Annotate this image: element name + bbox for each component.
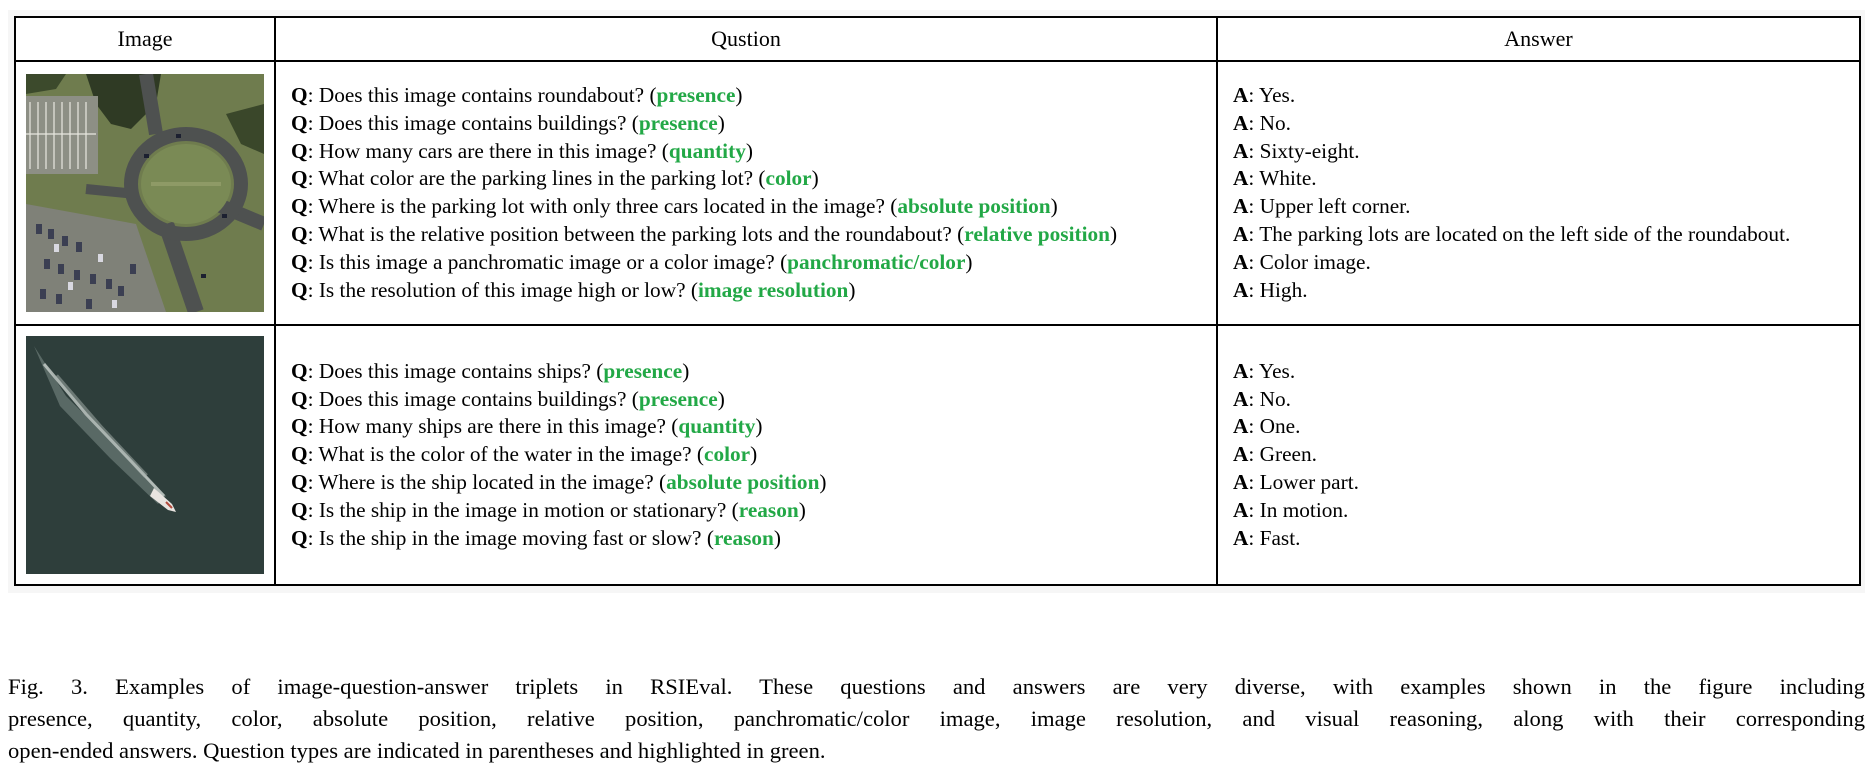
table-row — [15, 61, 1860, 325]
table-header-row — [15, 17, 1860, 61]
question-type: quantity — [678, 414, 756, 439]
question-type: color — [765, 166, 812, 191]
answer-line: A: The parking lots are located on the left side of the roundabout. — [1233, 221, 1791, 246]
image-cell — [15, 61, 275, 325]
question-type: absolute position — [897, 194, 1051, 219]
answer-line: A: In motion. — [1233, 497, 1349, 522]
answer-line: A: Green. — [1233, 442, 1317, 467]
question-type: color — [704, 442, 751, 467]
question-line: Q: Does this image contains roundabout? (presence) — [291, 82, 743, 107]
answer-list — [1218, 72, 1859, 314]
answer-line: A: Yes. — [1233, 358, 1296, 383]
answer-line: A: White. — [1233, 166, 1317, 191]
roundabout-picture — [26, 74, 264, 312]
question-list — [276, 72, 1216, 314]
question-line: Q: What is the relative position between the parking lots and the roundabout? (relative position) — [291, 221, 1118, 246]
question-type: presence — [638, 386, 718, 411]
question-type: presence — [603, 358, 683, 383]
question-type: absolute position — [666, 470, 820, 495]
question-line: Q: What is the color of the water in the image? (color) — [291, 442, 758, 467]
qa-table — [14, 16, 1861, 586]
question-list — [276, 348, 1216, 563]
figure-table-area — [8, 10, 1865, 593]
question-type: presence — [656, 82, 736, 107]
answer-line: A: No. — [1233, 386, 1291, 411]
caption-line: Fig. 3. Examples of image-question-answer triplets in RSIEval. These questions and answers are very diverse, with examples shown in the figure including — [8, 674, 1865, 699]
question-line: Q: Is the resolution of this image high or low? (image resolution) — [291, 277, 856, 302]
question-line: Q: Is the ship in the image in motion or stationary? (reason) — [291, 497, 806, 522]
answer-line: A: Color image. — [1233, 249, 1371, 274]
question-line: Q: Where is the ship located in the image? (absolute position) — [291, 470, 827, 495]
answer-line: A: No. — [1233, 110, 1291, 135]
ship-picture — [26, 336, 264, 574]
aerial-ship-on-water-image — [26, 336, 264, 574]
question-line: Q: Is this image a panchromatic image or a color image? (panchromatic/color) — [291, 249, 973, 274]
figure-caption — [8, 671, 1865, 767]
question-line: Q: What color are the parking lines in the parking lot? (color) — [291, 166, 819, 191]
question-type: quantity — [668, 138, 746, 163]
question-line: Q: Is the ship in the image moving fast or slow? (reason) — [291, 525, 781, 550]
table-row — [15, 325, 1860, 585]
aerial-roundabout-parking-image — [26, 74, 264, 312]
answer-line: A: Upper left corner. — [1233, 194, 1411, 219]
answer-line: A: High. — [1233, 277, 1308, 302]
question-type: reason — [738, 497, 799, 522]
image-cell — [15, 325, 275, 585]
question-cell — [275, 61, 1217, 325]
question-line: Q: Does this image contains ships? (presence) — [291, 358, 690, 383]
question-line: Q: How many cars are there in this image? (quantity) — [291, 138, 753, 163]
answer-cell — [1217, 325, 1860, 585]
question-line: Q: Does this image contains buildings? (presence) — [291, 110, 725, 135]
question-type: image resolution — [697, 277, 849, 302]
question-type: reason — [713, 525, 774, 550]
answer-line: A: Yes. — [1233, 82, 1296, 107]
question-line: Q: Does this image contains buildings? (presence) — [291, 386, 725, 411]
header-question: Qustion — [275, 17, 1217, 61]
answer-line: A: Lower part. — [1233, 470, 1359, 495]
answer-line: A: One. — [1233, 414, 1301, 439]
header-answer: Answer — [1217, 17, 1860, 61]
answer-line: A: Fast. — [1233, 525, 1301, 550]
question-line: Q: How many ships are there in this image? (quantity) — [291, 414, 763, 439]
answer-line: A: Sixty-eight. — [1233, 138, 1360, 163]
caption-line: open-ended answers. Question types are indicated in parentheses and highlighted in green. — [8, 738, 826, 763]
header-image: Image — [15, 17, 275, 61]
answer-cell — [1217, 61, 1860, 325]
answer-list — [1218, 348, 1859, 563]
caption-line: presence, quantity, color, absolute position, relative position, panchromatic/color image, image resolution, and visual reasoning, along with their corresponding — [8, 706, 1865, 731]
question-type: relative position — [964, 221, 1110, 246]
question-cell — [275, 325, 1217, 585]
question-type: panchromatic/color — [787, 249, 966, 274]
question-line: Q: Where is the parking lot with only three cars located in the image? (absolute position) — [291, 194, 1058, 219]
question-type: presence — [638, 110, 718, 135]
